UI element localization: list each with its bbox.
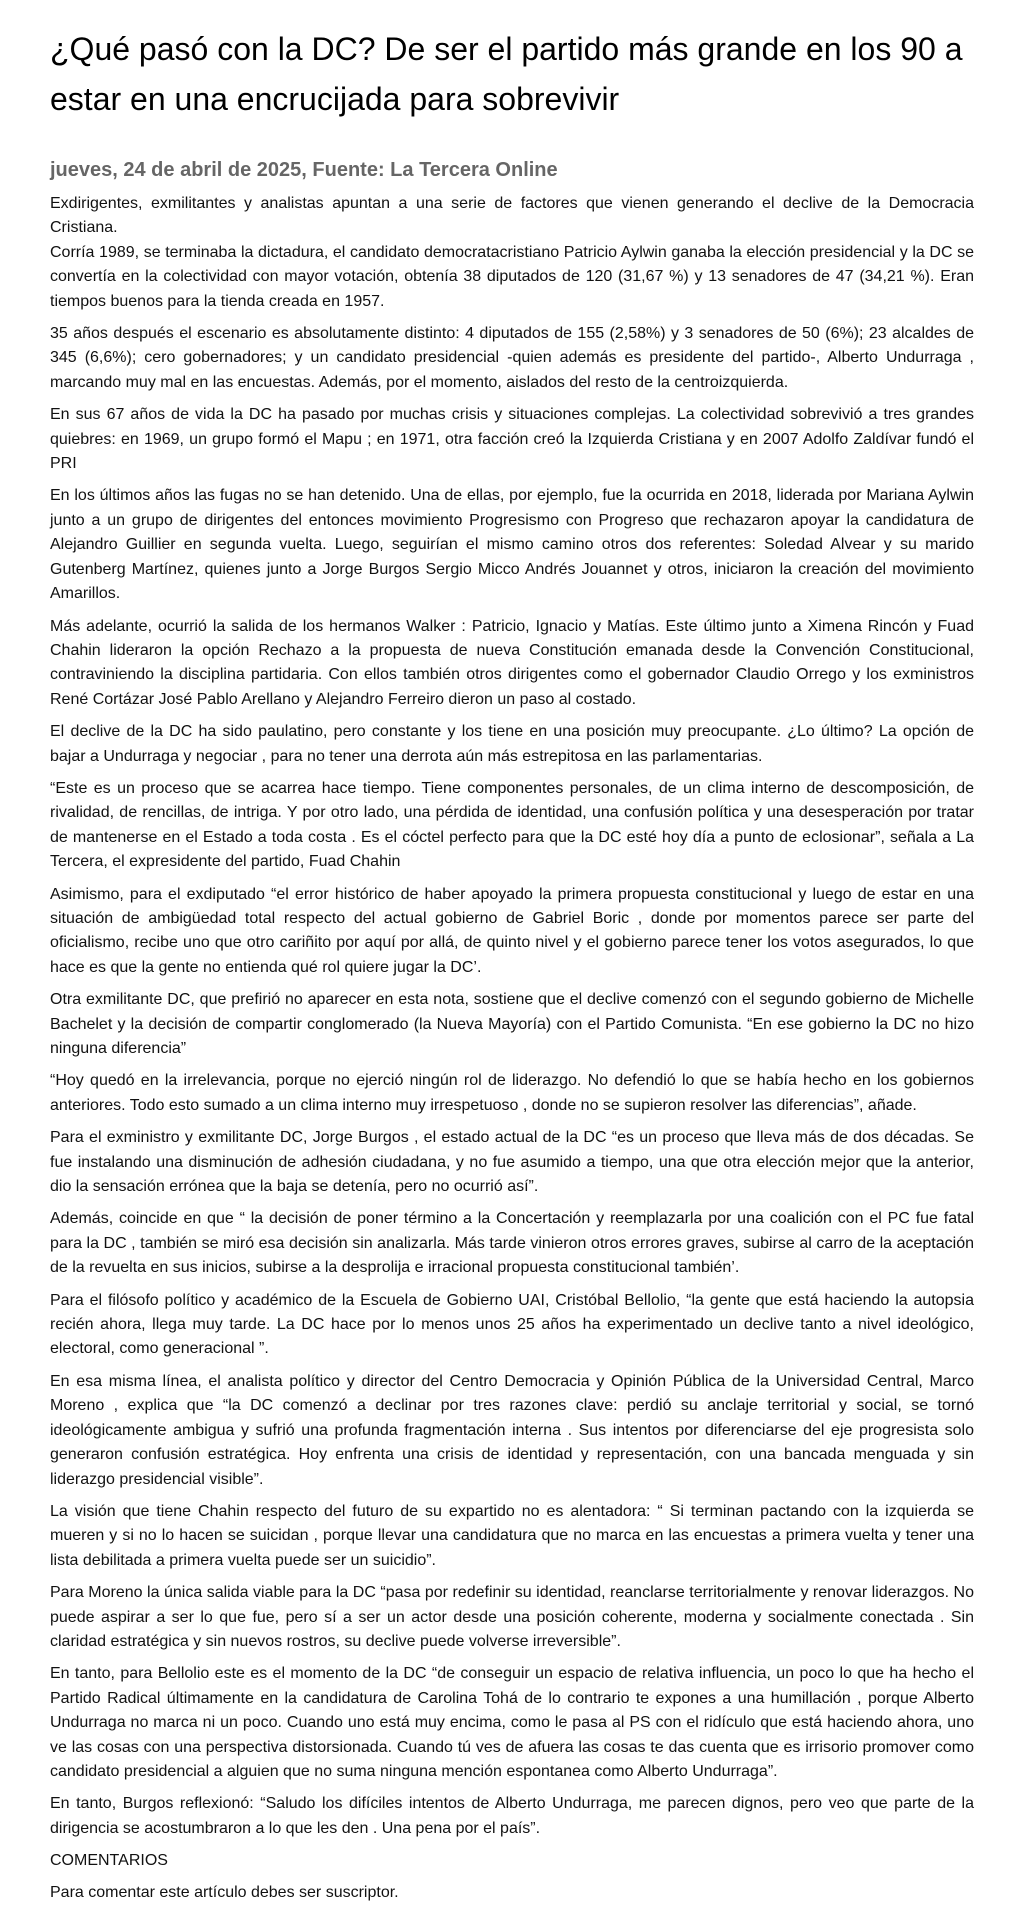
article-paragraph: 35 años después el escenario es absolutamente distinto: 4 diputados de 155 (2,58%) y 3 senadores de 50 (6%); 23 alcaldes de 345 (6,6%); cero gobernadores; y un candidato presidencial -quien además es presidente del partido-, Alberto Undurraga , marcando muy mal en las encuestas. Además, por el momento, aislados del resto de la centroizquierda. [50,325,974,391]
article-source: La Tercera Online [390,159,558,181]
article-paragraph: Para Moreno la única salida viable para la DC “pasa por redefinir su identidad, reanclarse territorialmente y renovar liderazgos. No puede aspirar a ser lo que fue, pero sí a ser un actor desde una posición coherente, moderna y socialmente conectada . Sin claridad estratégica y sin nuevos rostros, su declive puede volverse irreversible”. [50,1584,974,1650]
article-paragraph: En esa misma línea, el analista político y director del Centro Democracia y Opinión Pública de la Universidad Central, Marco Moreno , explica que “la DC comenzó a declinar por tres razones clave: perdió su anclaje territorial y social, se tornó ideológicamente ambigua y sufrió una profunda fragmentación interna . Sus intentos por diferenciarse del eje progresista solo generaron confusión estratégica. Hoy enfrenta una crisis de identidad y representación, con una bancada menguada y sin liderazgo presidencial visible”. [50,1372,974,1488]
comments-subscriber-note: Para comentar este artículo debes ser suscriptor. [50,1884,399,1902]
article-paragraph: En tanto, para Bellolio este es el momento de la DC “de conseguir un espacio de relativa influencia, un poco lo que ha hecho el Partido Radical últimamente en la candidatura de Carolina Tohá de lo contrario te expones a una humillación , porque Alberto Undurraga no marca ni un poco. Cuando uno está muy encima, como le pasa al PS con el ridículo que está haciendo ahora, uno ve las cosas con una perspectiva distorsionada. Cuando tú ves de afuera las cosas te das cuenta que es irrisorio promover como candidato presidencial a alguien que no suma ninguna mención espontanea como Alberto Undurraga”. [50,1665,974,1780]
article-source-prefix: Fuente: [312,159,385,181]
article-meta [50,158,974,182]
article-paragraph: Además, coincide en que “ la decisión de poner término a la Concertación y reemplazarla por una coalición con el PC fue fatal para la DC , también se miró esa decisión sin analizarla. Más tarde vinieron otros errores graves, subirse al carro de la aceptación de la revuelta en sus inicios, subirse a la desprolija e irracional propuesta constitucional también’. [50,1210,974,1277]
article-paragraph: En sus 67 años de vida la DC ha pasado por muchas crisis y situaciones complejas. La colectividad sobrevivió a tres grandes quiebres: en 1969, un grupo formó el Mapu ; en 1971, otra facción creó la Izquierda Cristiana y en 2007 Adolfo Zaldívar fundó el PRI [50,406,974,473]
article-paragraph: Asimismo, para el exdiputado “el error histórico de haber apoyado la primera propuesta constitucional y luego de estar en una situación de ambigüedad total respecto del actual gobierno de Gabriel Boric , donde por momentos parece ser parte del oficialismo, recibe uno que otro cariñito por aquí por allá, de quinto nivel y el gobierno parece tener los votos asegurados, lo que hace es que la gente no entienda qué rol quiere jugar la DC’. [50,885,974,976]
article-paragraph: Otra exmilitante DC, que prefirió no aparecer en esta nota, sostiene que el declive comenzó con el segundo gobierno de Michelle Bachelet y la decisión de compartir conglomerado (la Nueva Mayoría) con el Partido Comunista. “En ese gobierno la DC no hizo ninguna diferencia” [50,991,974,1057]
meta-separator: , [301,159,313,181]
article-paragraph: El declive de la DC ha sido paulatino, pero constante y los tiene en una posición muy preocupante. ¿Lo último? La opción de bajar a Undurraga y negociar , para no tener una derrota aún más estrepitosa en las parlamentarias. [50,723,974,765]
article-paragraph: Para el filósofo político y académico de la Escuela de Gobierno UAI, Cristóbal Bellolio, “la gente que está haciendo la autopsia recién ahora, llega muy tarde. La DC hace por lo menos unos 25 años ha experimentado un declive tanto a nivel ideológico, electoral, como generacional ”. [50,1291,974,1358]
article-paragraph: “Este es un proceso que se acarrea hace tiempo. Tiene componentes personales, de un clima interno de descomposición, de rivalidad, de rencillas, de intriga. Y por otro lado, una pérdida de identidad, una confusión política y una desesperación por tratar de mantenerse en el Estado a toda costa . Es el cóctel perfecto para que la DC esté hoy día a punto de eclosionar”, señala a La Tercera, el expresidente del partido, Fuad Chahin [50,779,974,871]
article-paragraph: “Hoy quedó en la irrelevancia, porque no ejerció ningún rol de liderazgo. No defendió lo que se había hecho en los gobiernos anteriores. Todo esto sumado a un clima interno muy irrespetuoso , donde no se supieron resolver las diferencias”, añade. [50,1072,974,1114]
comments-heading: COMENTARIOS [50,1852,168,1870]
paragraph-line: Exdirigentes, exmilitantes y analistas apuntan a una serie de factores que vienen generando el declive de la Democracia Cristiana. [50,195,974,237]
article-paragraph: La visión que tiene Chahin respecto del futuro de su expartido no es alentadora: “ Si terminan pactando con la izquierda se mueren y si no lo hacen se suicidan , porque llevar una candidatura que no marca en las encuestas a primera vuelta y tener una lista debilitada a primera vuelta puede ser un suicidio”. [50,1502,974,1569]
article-paragraph: Para el exministro y exmilitante DC, Jorge Burgos , el estado actual de la DC “es un proceso que lleva más de dos décadas. Se fue instalando una disminución de adhesión ciudadana, y no fue asumido a tiempo, una que otra elección mejor que la anterior, dio la sensación errónea que la baja se detenía, pero no ocurrió así”. [50,1129,974,1196]
article-paragraph [50,192,974,314]
article-paragraph: En los últimos años las fugas no se han detenido. Una de ellas, por ejemplo, fue la ocurrida en 2018, liderada por Mariana Aylwin junto a un grupo de dirigentes del entonces movimiento Progresismo con Progreso que rechazaron apoyar la candidatura de Alejandro Guillier en segunda vuelta. Luego, seguirían el mismo camino otros dos referentes: Soledad Alvear y su marido Gutenberg Martínez, quienes junto a Jorge Burgos Sergio Micco Andrés Jouannet y otros, iniciaron la creación del movimiento Amarillos. [50,487,974,603]
article-title: ¿Qué pasó con la DC? De ser el partido más grande en los 90 a estar en una encrucijada para sobrevivir [50,31,963,117]
article-body [50,192,974,1841]
article-date: jueves, 24 de abril de 2025 [50,159,302,181]
paragraph-line: Corría 1989, se terminaba la dictadura, el candidato democratacristiano Patricio Aylwin ganaba la elección presidencial y la DC se convertía en la colectividad con mayor votación, obtenía 38 diputados de 120 (31,67 %) y 13 senadores de 47 (34,21 %). Eran tiempos buenos para la tienda creada en 1957. [50,243,974,310]
article-paragraph: En tanto, Burgos reflexionó: “Saludo los difíciles intentos de Alberto Undurraga, me parecen dignos, pero veo que parte de la dirigencia se acostumbraron a lo que les den . Una pena por el país”. [50,1795,974,1837]
article-paragraph: Más adelante, ocurrió la salida de los hermanos Walker : Patricio, Ignacio y Matías. Este último junto a Ximena Rincón y Fuad Chahin lideraron la opción Rechazo a la propuesta de nueva Constitución emanada desde la Convención Constitucional, contraviniendo la disciplina partidaria. Con ellos también otros dirigentes como el gobernador Claudio Orrego y los exministros René Cortázar José Pablo Arellano y Alejandro Ferreiro dieron un paso al costado. [50,617,974,708]
